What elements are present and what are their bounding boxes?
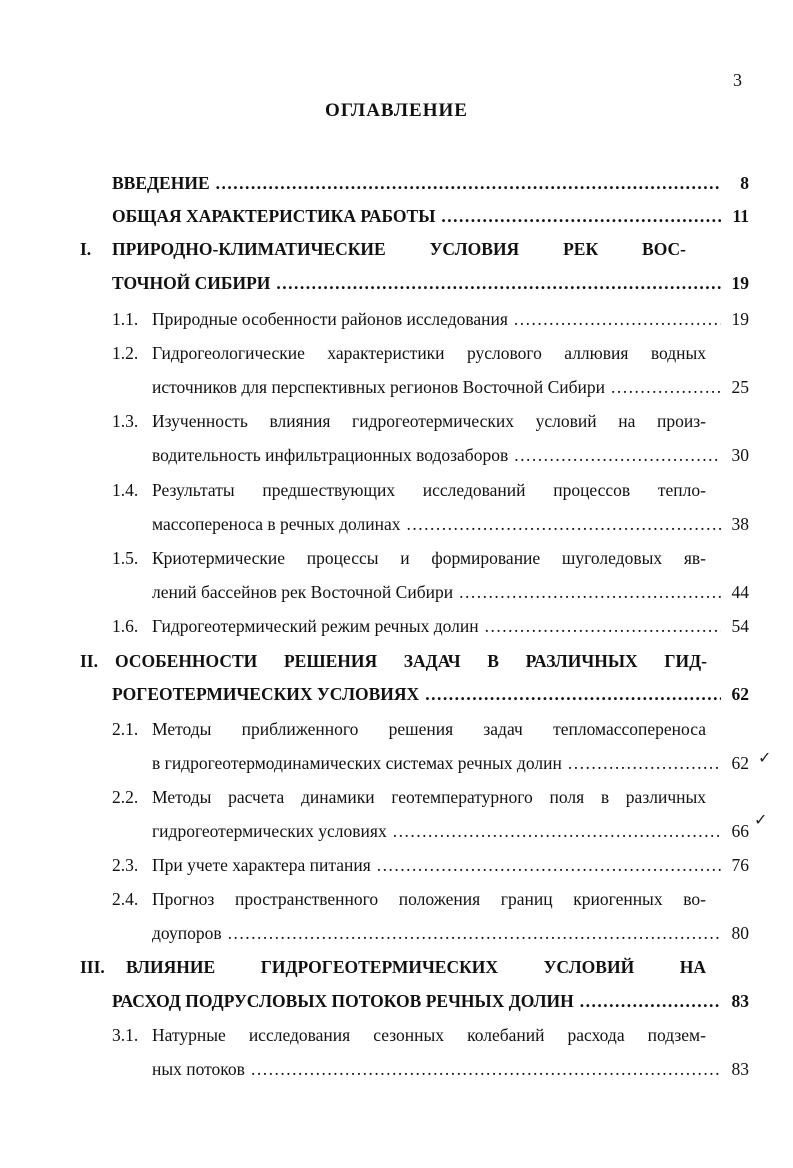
section-number: 1.5.	[112, 548, 139, 568]
chapter-title-line: ПРИРОДНО-КЛИМАТИЧЕСКИЕ УСЛОВИЯ РЕК ВОС-	[112, 239, 686, 259]
section-title-line: Методы расчета динамики геотемпературного поля в различных	[152, 787, 706, 807]
section-entry: гидрогеотермических условиях ..... 66	[152, 820, 749, 842]
page-number: 3	[733, 70, 742, 90]
section-entry: источников для перспективных регионов Восточной Сибири ..... 25	[152, 376, 749, 398]
chapter-title-end: РАСХОД ПОДРУСЛОВЫХ ПОТОКОВ РЕЧНЫХ ДОЛИН ..... 83	[112, 990, 749, 1012]
section-entry: водительность инфильтрационных водозаборов ..... 30	[152, 444, 749, 466]
section-entry: доупоров ..... 80	[152, 922, 749, 944]
chapter-title-end: ТОЧНОЙ СИБИРИ ..... 19	[112, 272, 749, 294]
section-title-line: Результаты предшествующих исследований процессов тепло-	[152, 480, 706, 500]
chapter-title-line: ВЛИЯНИЕ ГИДРОГЕОТЕРМИЧЕСКИХ УСЛОВИЙ НА	[126, 957, 706, 977]
section-title-line: Криотермические процессы и формирование шуголедовых яв-	[152, 548, 706, 568]
toc-entry-general: ОБЩАЯ ХАРАКТЕРИСТИКА РАБОТЫ ..... 11	[112, 205, 749, 227]
section-entry: массопереноса в речных долинах ..... 38	[152, 513, 749, 535]
toc-entry-intro: ВВЕДЕНИЕ ..... 8	[112, 172, 749, 194]
section-entry: в гидрогеотермодинамических системах речных долин ..... 62	[152, 752, 749, 774]
section-title-line: Прогноз пространственного положения границ криогенных во-	[152, 889, 706, 909]
section-title-line: Гидрогеологические характеристики руслового аллювия водных	[152, 343, 706, 363]
section-number: 1.1.	[112, 309, 139, 329]
section-entry: ных потоков ..... 83	[152, 1058, 749, 1080]
section-number: 1.4.	[112, 480, 139, 500]
section-number: 2.4.	[112, 889, 139, 909]
page-title: ОГЛАВЛЕНИЕ	[325, 100, 468, 121]
section-number: 1.6.	[112, 616, 139, 636]
section-number: 1.2.	[112, 343, 139, 363]
chapter-title-line: ОСОБЕННОСТИ РЕШЕНИЯ ЗАДАЧ В РАЗЛИЧНЫХ ГИД-	[115, 651, 707, 671]
section-number: 2.3.	[112, 855, 139, 875]
chapter-number: III.	[80, 957, 105, 977]
chapter-number: I.	[80, 239, 92, 259]
section-title-line: Методы приближенного решения задач тепломассопереноса	[152, 719, 706, 739]
check-mark-icon: ✓	[758, 750, 772, 767]
section-entry: При учете характера питания ..... 76	[152, 854, 749, 876]
section-title-line: Изученность влияния гидрогеотермических условий на произ-	[152, 411, 706, 431]
section-title-line: Натурные исследования сезонных колебаний расхода подзем-	[152, 1025, 706, 1045]
section-number: 3.1.	[112, 1025, 139, 1045]
section-entry: лений бассейнов рек Восточной Сибири ..... 44	[152, 581, 749, 603]
chapter-number: II.	[80, 651, 98, 671]
section-number: 1.3.	[112, 411, 139, 431]
section-entry: Природные особенности районов исследования ..... 19	[152, 308, 749, 330]
section-number: 2.1.	[112, 719, 139, 739]
chapter-title-end: РОГЕОТЕРМИЧЕСКИХ УСЛОВИЯХ ..... 62	[112, 683, 749, 705]
check-mark-icon: ✓	[754, 812, 768, 829]
section-number: 2.2.	[112, 787, 139, 807]
section-entry: Гидрогеотермический режим речных долин ..... 54	[152, 615, 749, 637]
